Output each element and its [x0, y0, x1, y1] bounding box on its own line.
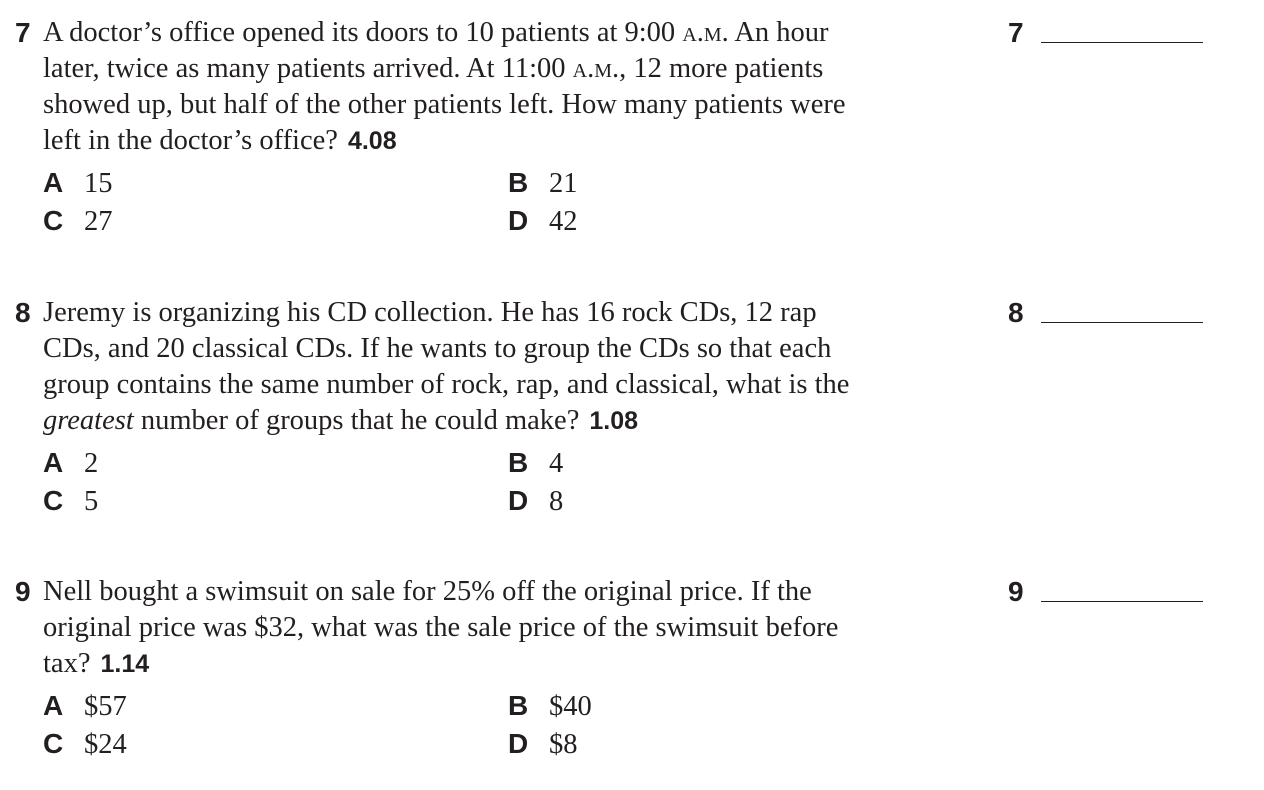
answer-blank[interactable]	[1041, 322, 1203, 323]
standard-code: 4.08	[347, 127, 397, 155]
choice-d[interactable]: D $8	[508, 728, 578, 760]
question-line: showed up, but half of the other patients left. How many patients were	[43, 89, 846, 120]
question-line: left in the doctor’s office? 4.08	[43, 125, 397, 156]
answer-blank[interactable]	[1041, 601, 1203, 602]
question-line: original price was $32, what was the sale price of the swimsuit before	[43, 612, 839, 643]
choice-d[interactable]: D 42	[508, 205, 578, 237]
choice-b[interactable]: B 4	[508, 447, 564, 479]
choice-b[interactable]: B 21	[508, 167, 578, 199]
choice-a[interactable]: A 2	[43, 447, 99, 479]
answer-label: 8	[1008, 297, 1024, 328]
choice-b[interactable]: B $40	[508, 690, 592, 722]
answer-label: 7	[1008, 17, 1024, 48]
choice-d[interactable]: D 8	[508, 485, 564, 517]
question-number: 7	[15, 17, 31, 48]
choice-c[interactable]: C $24	[43, 728, 127, 760]
question-number: 8	[15, 297, 31, 328]
standard-code: 1.08	[589, 407, 639, 435]
choice-c[interactable]: C 5	[43, 485, 99, 517]
question-line: CDs, and 20 classical CDs. If he wants to group the CDs so that each	[43, 333, 832, 364]
question-text	[43, 295, 943, 439]
question-text	[43, 574, 943, 682]
question-line: A doctor’s office opened its doors to 10 patients at 9:00 a.m. An hour	[43, 17, 829, 48]
question-line: later, twice as many patients arrived. At 11:00 a.m., 12 more patients	[43, 53, 824, 84]
question-text	[43, 15, 943, 159]
choice-a[interactable]: A $57	[43, 690, 127, 722]
choice-c[interactable]: C 27	[43, 205, 113, 237]
choice-a[interactable]: A 15	[43, 167, 113, 199]
question-number: 9	[15, 576, 31, 607]
standard-code: 1.14	[100, 650, 150, 678]
question-line: greatest number of groups that he could make? 1.08	[43, 405, 639, 436]
question-line: group contains the same number of rock, rap, and classical, what is the	[43, 369, 850, 400]
answer-blank[interactable]	[1041, 42, 1203, 43]
answer-label: 9	[1008, 576, 1024, 607]
question-line: Jeremy is organizing his CD collection. He has 16 rock CDs, 12 rap	[43, 297, 817, 328]
question-line: Nell bought a swimsuit on sale for 25% off the original price. If the	[43, 576, 812, 607]
question-line: tax? 1.14	[43, 648, 150, 679]
